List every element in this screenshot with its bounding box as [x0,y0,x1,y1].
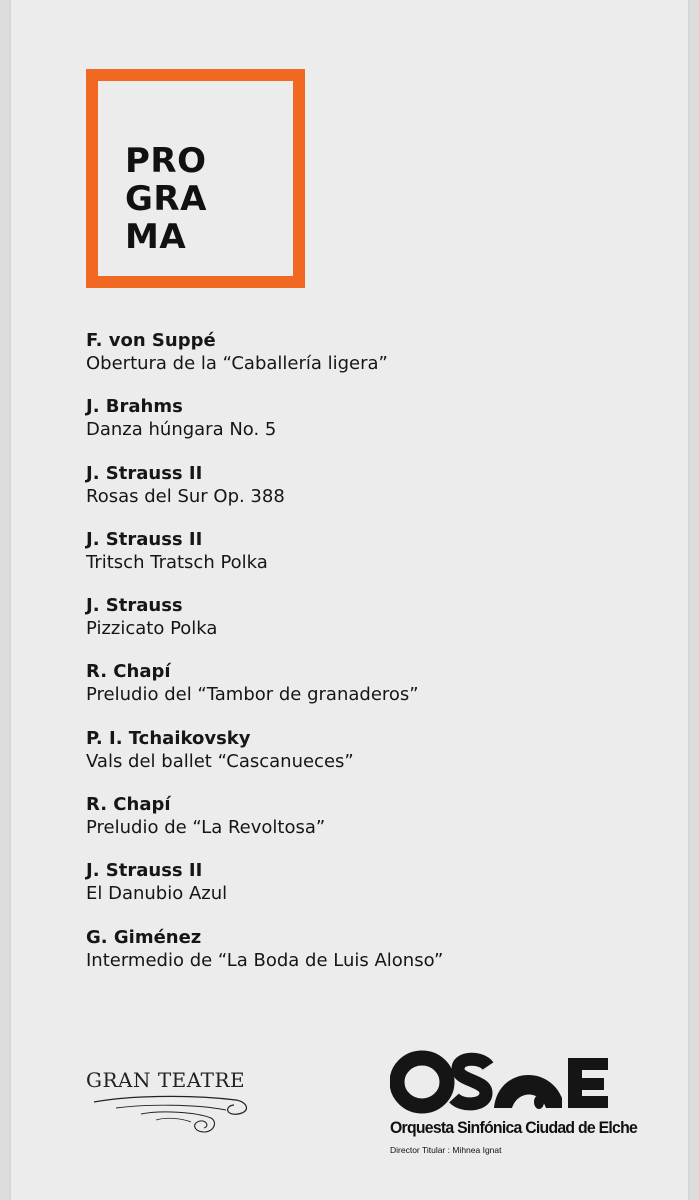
work-title: Preludio del “Tambor de granaderos” [86,684,419,706]
work-title: Danza húngara No. 5 [86,419,277,441]
program-list [86,329,646,992]
program-item [86,395,646,461]
program-item [86,594,646,660]
osce-wordmark [390,1050,615,1116]
program-item [86,859,646,925]
program-title-line: GRA [125,179,207,219]
program-item [86,528,646,594]
composer-name: P. I. Tchaikovsky [86,727,251,749]
program-title-line: PRO [125,141,207,181]
work-title: Rosas del Sur Op. 388 [86,485,285,507]
program-item [86,727,646,793]
composer-name: J. Strauss II [86,528,203,550]
work-title: Pizzicato Polka [86,618,218,640]
program-item [86,660,646,726]
composer-name: F. von Suppé [86,330,216,351]
composer-name: J. Strauss [86,595,183,617]
program-item [86,926,646,992]
work-title: Preludio de “La Revoltosa” [86,817,326,839]
work-title: Vals del ballet “Cascanueces” [86,750,354,772]
osce-full-name: Orquesta Sinfónica Ciudad de Elche [390,1118,638,1137]
flourish-icon [86,1092,256,1142]
composer-name: J. Brahms [86,396,183,418]
composer-name: J. Strauss II [86,462,203,484]
composer-name: G. Giménez [86,926,202,948]
program-item [86,793,646,859]
program-title [125,142,207,256]
osce-director: Director Titular : Mihnea Ignat [390,1145,502,1155]
program-title-line: MA [125,217,187,257]
work-title: Obertura de la “Caballería ligera” [86,353,388,374]
work-title: Tritsch Tratsch Polka [86,551,268,573]
work-title: Intermedio de “La Boda de Luis Alonso” [86,949,444,971]
gran-teatre-logo [86,1068,256,1148]
program-item [86,329,646,395]
gran-teatre-wordmark: GRAN TEATRE [86,1068,246,1092]
osce-logo [390,1050,638,1165]
program-item [86,462,646,528]
composer-name: J. Strauss II [86,860,203,882]
composer-name: R. Chapí [86,661,171,683]
work-title: El Danubio Azul [86,883,228,905]
composer-name: R. Chapí [86,794,171,816]
